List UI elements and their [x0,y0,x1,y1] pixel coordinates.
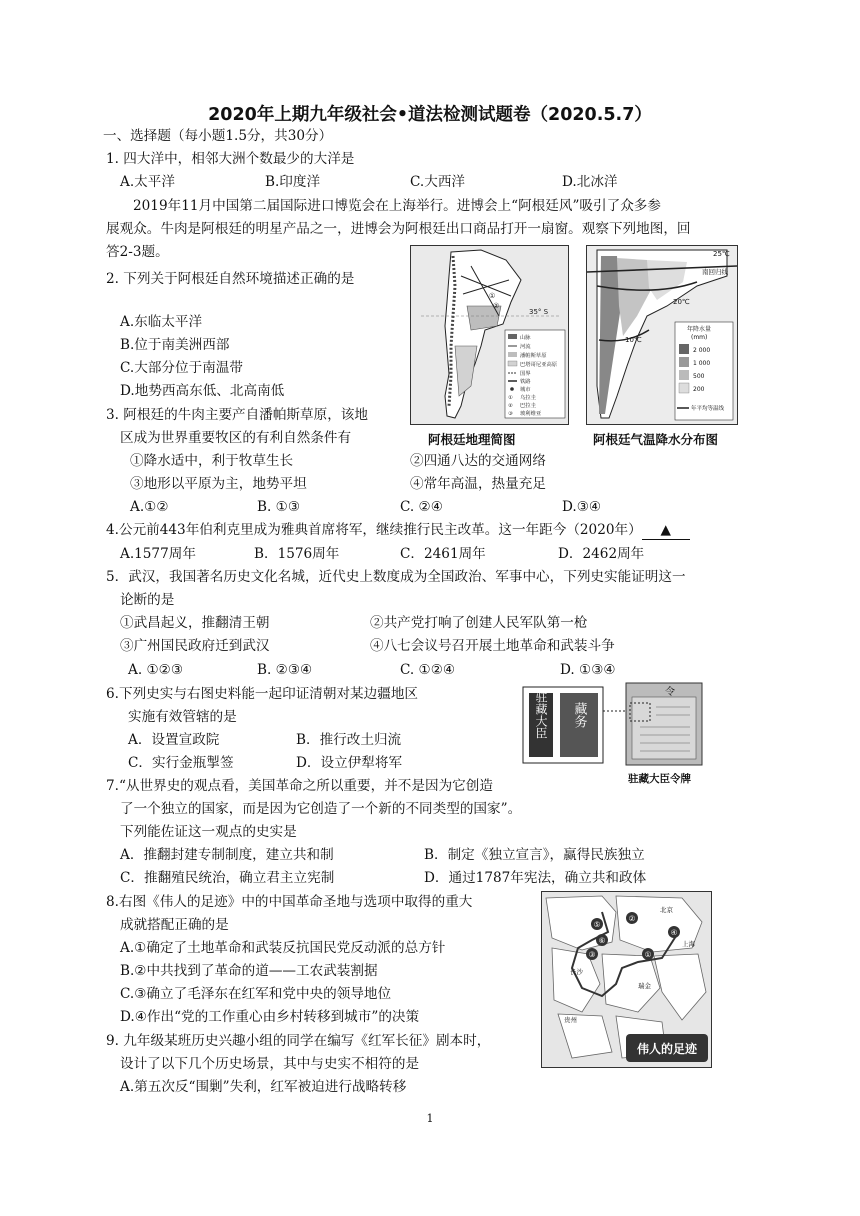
question-8-option-c: C.③确立了毛泽东在红军和党中央的领导地位 [120,986,392,1002]
map2-legend [675,322,733,420]
question-2-stem: 2. 下列关于阿根廷自然环境描述正确的是 [106,271,355,287]
map-marker-label: ③ [588,950,596,959]
question-9-option-a: A.第五次反“围剿”失利，红军被迫进行战略转移 [120,1079,407,1095]
question-7-option-d: D．通过1787年宪法，确立共和政体 [424,870,647,886]
question-3-option-c: C. ②④ [400,499,443,515]
question-7-option-b: B．制定《独立宣言》，赢得民族独立 [424,847,645,863]
seal-text-2: 藏务 [571,702,587,728]
question-5-item: ①武昌起义，推翻清王朝 [120,615,270,631]
city-label: 上海 [682,940,695,948]
map-marker-label: ⑥ [598,936,606,945]
question-8-stem: 8.右图《伟人的足迹》中的中国革命圣地与选项中取得的重大 [106,894,473,910]
question-2-option-d: D.地势西高东低、北高南低 [120,383,285,399]
question-3-stem: 区成为世界重要牧区的有利自然条件有 [120,430,352,446]
svg-text:②: ② [493,302,500,310]
passage-line: 展观众。牛肉是阿根廷的明星产品之一，进博会为阿根廷出口商品打开一扇窗。观察下列地图，回 [106,221,691,237]
question-9-stem: 设计了以下几个历史场景，其中与史实不相符的是 [120,1056,420,1072]
legend-label: 国界 [520,371,531,377]
question-5-item: ④八七会议号召开展土地革命和武装斗争 [370,638,615,654]
map1-caption: 阿根廷地理简图 [428,432,516,447]
question-5-item: ③广州国民政府迁到武汉 [120,638,270,654]
legend-label: 巴塔哥尼亚高原 [520,362,558,368]
question-1-option-a: A.太平洋 [120,174,175,190]
city-label: 贵州 [564,1016,577,1024]
question-6-option-a: A．设置宣政院 [128,732,220,748]
city-label: 瑞金 [638,982,651,990]
page-title: 2020年上期九年级社会•道法检测试题卷（2020.5.7） [208,105,652,125]
map1-legend [505,330,565,418]
legend-label: 山脉 [520,335,531,341]
question-5-stem: 5．武汉，我国著名历史文化名城，近代史上数度成为全国政治、军事中心，下列史实能证明这一 [106,569,686,585]
question-3-item: ②四通八达的交通网络 [410,453,546,469]
isotherm-20-label: 20℃ [673,298,690,306]
passage-line: 2019年11月中国第二届国际进口博览会在上海举行。进博会上“阿根廷风”吸引了众多参 [133,198,661,214]
city-label: 长沙 [570,968,583,976]
question-2-option-b: B.位于南美洲西部 [120,337,230,353]
legend-label: 城市 [520,387,531,393]
map-marker-label: ① [644,950,652,959]
question-5-stem: 论断的是 [120,592,175,608]
city-label: 北京 [660,906,673,914]
question-1-option-c: C.大西洋 [410,174,466,190]
question-4-option-d: D．2462周年 [558,546,645,562]
tablet-figure [520,681,706,767]
tablet-caption: 驻藏大臣令牌 [628,773,691,785]
question-2-option-c: C.大部分位于南温带 [120,360,243,376]
question-3-option-a: A.①② [130,499,169,515]
footsteps-map [541,891,712,1068]
question-5-option-a: A. ①②③ [128,662,184,678]
question-1-stem: 1. 四大洋中，相邻大洲个数最少的大洋是 [106,151,355,167]
legend-unit: (mm) [691,334,708,341]
question-8-stem: 成就搭配正确的是 [120,917,229,933]
legend-isotherm-label: 年平均等温线 [691,406,725,412]
climate-map-drawing [587,246,737,424]
tropic-label: 南回归线 [702,268,728,276]
question-1-option-b: B.印度洋 [265,174,321,190]
question-3-option-b: B. ①③ [257,499,301,515]
latitude-label: 35° S [529,308,549,316]
question-4-option-a: A.1577周年 [120,546,196,562]
passage-line: 答2-3题。 [106,244,169,260]
map-marker-label: ④ [670,928,678,937]
question-6-option-b: B．推行改土归流 [296,732,402,748]
question-3-item: ①降水适中，利于牧草生长 [130,453,294,469]
legend-title: 年降水量 [687,326,712,333]
question-7-stem: 了一个独立的国家，而是因为它创造了一个新的不同类型的国家”。 [120,801,522,817]
legend-label: 玻利维亚 [520,411,542,417]
question-6-option-c: C．实行金瓶掣签 [128,755,234,771]
map-marker-label: ② [628,914,636,923]
question-5-option-b: B. ②③④ [257,662,313,678]
svg-text:③: ③ [508,411,513,417]
question-4-text: 4.公元前443年伯利克里成为雅典首席将军，继续推行民主改革。这一年距今（2020年） [106,522,642,538]
question-8-option-d: D.④作出“党的工作重心由乡村转移到城市”的决策 [120,1009,420,1025]
question-3-stem: 3. 阿根廷的牛肉主要产自潘帕斯草原，该地 [106,407,368,423]
legend-label: 巴拉圭 [520,403,536,409]
svg-text:①: ① [489,292,496,300]
argentina-geography-map [410,245,569,425]
map2-caption: 阿根廷气温降水分布图 [593,432,719,447]
question-3-item: ④常年高温，热量充足 [410,476,546,492]
svg-text:①: ① [508,395,513,401]
argentina-map-drawing [411,246,568,424]
question-7-stem: 7.“从世界史的观点看，美国革命之所以重要，并不是因为它创造 [106,778,493,794]
question-8-option-a: A.①确定了土地革命和武装反抗国民党反动派的总方针 [120,940,446,956]
footsteps-map-drawing [542,892,711,1067]
question-2-option-a: A.东临太平洋 [120,314,203,330]
map-marker-label: ⑤ [593,920,601,929]
question-7-stem: 下列能佐证这一观点的史实是 [120,824,297,840]
question-5-item: ②共产党打响了创建人民军队第一枪 [370,615,588,631]
argentina-climate-map [586,245,738,425]
legend-value: 2 000 [693,347,711,354]
isotherm-10-label: 10℃ [625,336,642,344]
section-heading: 一、选择题（每小题1.5分，共30分） [103,128,333,144]
legend-value: 200 [693,386,705,393]
tablet-drawing [520,681,706,767]
legend-value: 500 [693,373,705,380]
isotherm-25-label: 25℃ [713,250,730,258]
footsteps-map-title: 伟人的足迹 [636,1042,698,1056]
svg-text:②: ② [508,403,513,409]
page-number: 1 [426,1112,434,1125]
question-4-option-c: C．2461周年 [400,546,486,562]
question-5-option-c: C. ①②④ [400,662,456,678]
legend-label: 铁路 [520,379,531,385]
question-6-stem: 6.下列史实与右图史料能一起印证清朝对某边疆地区 [106,686,419,702]
question-7-option-c: C．推翻殖民统治，确立君主立宪制 [120,870,335,886]
question-9-stem: 9. 九年级某班历史兴趣小组的同学在编写《红军长征》剧本时， [106,1033,491,1049]
legend-label: 河流 [520,344,531,350]
legend-label: 乌拉圭 [520,395,536,401]
question-3-item: ③地形以平原为主，地势平坦 [130,476,307,492]
question-4-option-b: B．1576周年 [254,546,340,562]
legend-value: 1 000 [693,360,711,367]
question-8-option-b: B.②中共找到了革命的道——工农武装割据 [120,963,378,979]
seal-text: 驻藏大臣 [534,691,548,739]
question-1-option-d: D.北冰洋 [562,174,618,190]
question-6-option-d: D．设立伊犁将军 [296,755,403,771]
question-6-stem: 实施有效管辖的是 [128,709,237,725]
order-text: 令 [665,687,675,698]
answer-blank: ▲ [642,521,690,540]
question-3-option-d: D.③④ [562,499,602,515]
question-7-option-a: A．推翻封建专制制度，建立共和制 [120,847,334,863]
question-4-stem [106,521,690,540]
legend-label: 潘帕斯草原 [520,353,547,359]
question-5-option-d: D. ①③④ [560,662,616,678]
